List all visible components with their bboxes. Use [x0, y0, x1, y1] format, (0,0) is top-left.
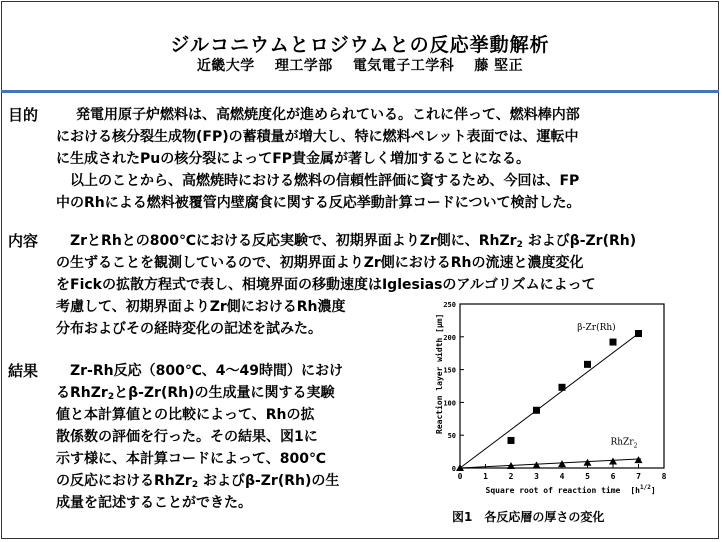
x-tick-label: 4: [559, 472, 565, 481]
x-tick-label: 8: [661, 472, 667, 481]
results-line-7: 成量を記述することができた。: [56, 495, 252, 511]
data-point-square: [610, 339, 617, 346]
content-line-3: をFickの拡散方程式で表し、相境界面の移動速度はIglesiasのアルゴリズムによって: [56, 277, 596, 293]
x-tick-label: 5: [585, 472, 590, 481]
data-point-triangle: [635, 456, 643, 463]
header-divider: [1, 90, 719, 93]
results-label: 結果: [8, 362, 39, 380]
faculty: 理工学部: [274, 58, 333, 74]
content-line-4: 考慮して、初期界面よりZr側におけるRh濃度: [56, 299, 346, 315]
y-tick-label: 150: [443, 366, 456, 375]
figure-caption: 図1 各反応層の厚さの変化: [452, 510, 605, 524]
purpose-line-3: に生成されたPuの核分裂によってFP貴金属が著しく増加することになる。: [56, 151, 531, 167]
content-line-5: 分布およびその経時変化の記述を試みた。: [56, 321, 322, 337]
y-axis-label: Reaction layer width [μm]: [435, 313, 444, 434]
content-line-2: の生ずることを観測しているので、初期界面よりZr側におけるRhの流速と濃度変化: [56, 255, 584, 271]
data-point-square: [533, 407, 540, 414]
results-line-6: の反応におけるRhZr$_2$ およびβ-Zr(Rh)の生: [56, 473, 340, 490]
series-rhzr2-label: RhZr$_2$: [610, 437, 638, 450]
content-line-1: ZrとRhとの800℃における反応実験で、初期界面よりZr側に、RhZr$_2$ およびβ-Zr(Rh): [56, 233, 637, 250]
reaction-layer-chart: [420, 296, 705, 508]
results-line-1: Zr-Rh反応（800℃、4～49時間）におけ: [56, 363, 344, 379]
content-label: 内容: [8, 232, 39, 250]
author-line: [1, 55, 719, 75]
page-title: ジルコニウムとロジウムとの反応挙動解析: [170, 34, 550, 56]
results-line-5: 示す様に、本計算コードによって、800℃: [56, 451, 326, 467]
data-point-square: [584, 361, 591, 368]
y-tick-label: 250: [443, 301, 456, 309]
purpose-line-2: における核分裂生成物(FP)の蓄積量が増大し、特に燃料ペレット表面では、運転中: [56, 129, 579, 145]
department: 電気電子工学科: [352, 58, 455, 74]
x-tick-label: 1: [483, 472, 488, 481]
results-text: [56, 360, 343, 514]
data-point-square: [508, 437, 515, 444]
purpose-line-4: 以上のことから、高燃焼時における燃料の信頼性評価に資するため、今回は、FP: [56, 173, 580, 189]
data-point-triangle: [609, 457, 617, 464]
results-line-2: るRhZr$_2$とβ-Zr(Rh)の生成量に関する実験: [56, 385, 335, 402]
purpose-line-1: 発電用原子炉燃料は、高燃焼度化が進められている。これに伴って、燃料棒内部: [62, 107, 580, 123]
data-point-square: [559, 384, 566, 391]
header: [1, 1, 719, 89]
author-name: 藤 堅正: [474, 58, 524, 74]
y-tick-label: 100: [443, 399, 456, 408]
university: 近畿大学: [196, 58, 255, 74]
x-tick-label: 0: [457, 472, 463, 481]
x-tick-label: 2: [508, 472, 514, 481]
y-tick-label: 200: [443, 333, 456, 342]
y-tick-label: 50: [447, 432, 456, 441]
series-beta-zr-label: β-Zr(Rh): [577, 323, 616, 334]
data-point-square: [635, 330, 642, 337]
series-0-fit-line: [460, 332, 641, 468]
y-tick-label: 0: [451, 465, 456, 473]
purpose-text: [56, 104, 581, 214]
purpose-label: 目的: [8, 106, 39, 124]
x-tick-label: 3: [534, 472, 539, 481]
x-axis-label: Square root of reaction time $[h^{1/2}]$: [485, 484, 656, 495]
x-tick-label: 7: [636, 472, 641, 481]
x-tick-label: 6: [610, 472, 616, 481]
results-line-3: 値と本計算値との比較によって、Rhの拡: [56, 407, 315, 423]
results-line-4: 散係数の評価を行った。その結果、図1に: [56, 429, 318, 445]
purpose-line-5: 中のRhによる燃料被覆管内壁腐食に関する反応挙動計算コードについて検討した。: [56, 195, 581, 211]
